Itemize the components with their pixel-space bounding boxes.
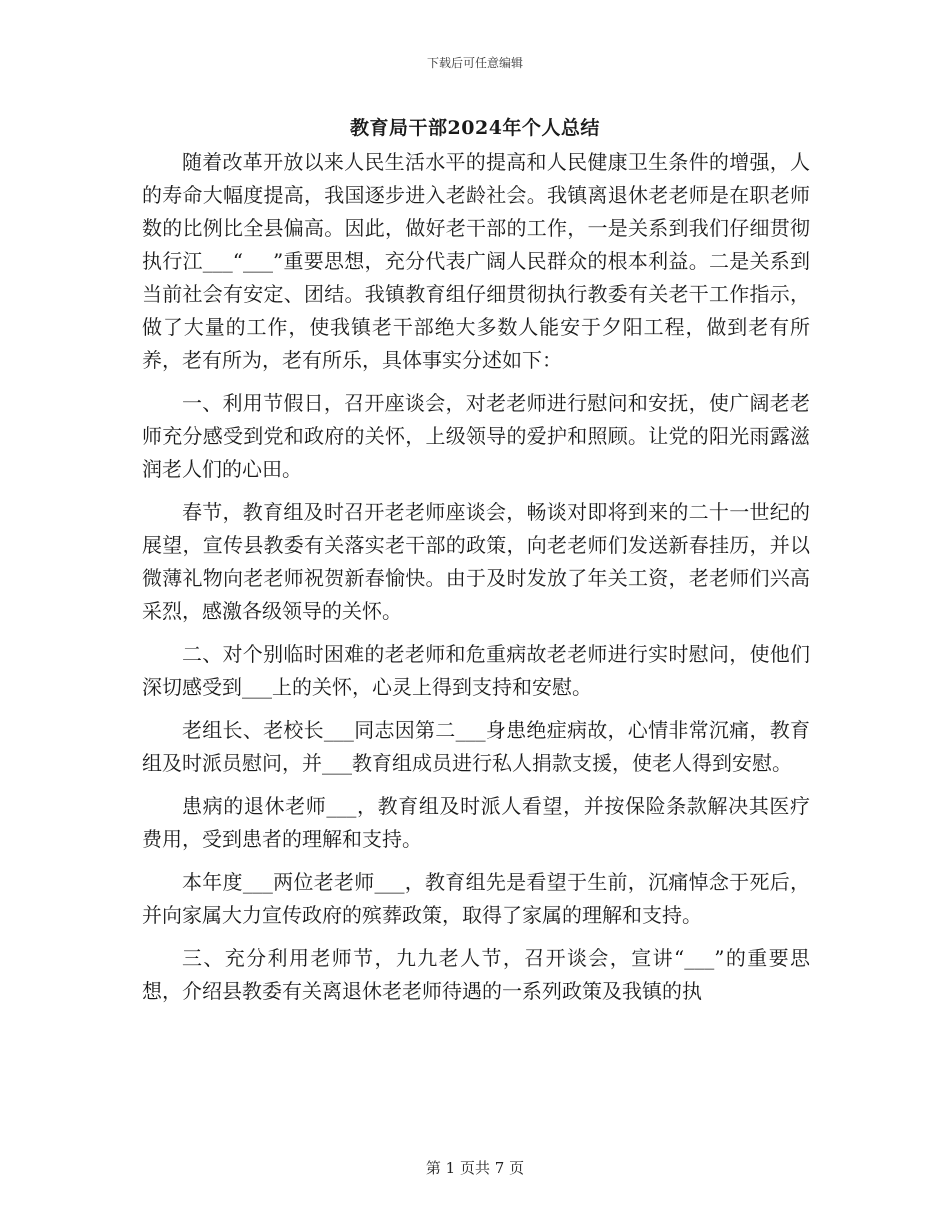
- paragraph: 随着改革开放以来人民生活水平的提高和人民健康卫生条件的增强，人的寿命大幅度提高，我国逐步进入老龄社会。我镇离退休老老师是在职老师数的比例比全县偏高。因此，做好老干部的工作，一是关系到我们仔细贯彻执行江___“___”重要思想，充分代表广阔人民群众的根本利益。二是关系到当前社会有安定、团结。我镇教育组仔细贯彻执行教委有关老干工作指示，做了大量的工作，使我镇老干部绝大多数人能安于夕阳工程，做到老有所养，老有所为，老有所乐，具体事实分述如下：: [142, 150, 810, 372]
- document-title: 教育局干部2024年个人总结: [350, 117, 600, 139]
- paragraph: 一、利用节假日，召开座谈会，对老老师进行慰问和安抚，使广阔老老师充分感受到党和政府的关怀，上级领导的爱护和照顾。让党的阳光雨露滋润老人们的心田。: [142, 391, 810, 481]
- paragraph: 春节，教育组及时召开老老师座谈会，畅谈对即将到来的二十一世纪的展望，宣传县教委有关落实老干部的政策，向老老师们发送新春挂历，并以微薄礼物向老老师祝贺新春愉快。由于及时发放了年关工资，老老师们兴高采烈，感激各级领导的关怀。: [142, 500, 810, 623]
- paragraph: 本年度___两位老老师___，教育组先是看望于生前，沉痛悼念于死后，并向家属大力宣传政府的殡葬政策，取得了家属的理解和支持。: [142, 870, 810, 927]
- paragraph: 三、充分利用老师节，九九老人节，召开谈会，宣讲“___”的重要思想，介绍县教委有关离退休老老师待遇的一系列政策及我镇的执: [142, 946, 810, 1003]
- paragraph: 老组长、老校长___同志因第二___身患绝症病故，心情非常沉痛，教育组及时派员慰问，并___教育组成员进行私人捐款支援，使老人得到安慰。: [142, 718, 810, 775]
- paragraph: 患病的退休老师___，教育组及时派人看望，并按保险条款解决其医疗费用，受到患者的理解和支持。: [142, 794, 810, 851]
- document-body: [142, 146, 810, 1018]
- paragraph: 二、对个别临时困难的老老师和危重病故老老师进行实时慰问，使他们深切感受到___上的关怀，心灵上得到支持和安慰。: [142, 642, 810, 699]
- header-note: 下载后可任意编辑: [426, 56, 523, 70]
- page-number: 第 1 页共 7 页: [425, 1159, 525, 1177]
